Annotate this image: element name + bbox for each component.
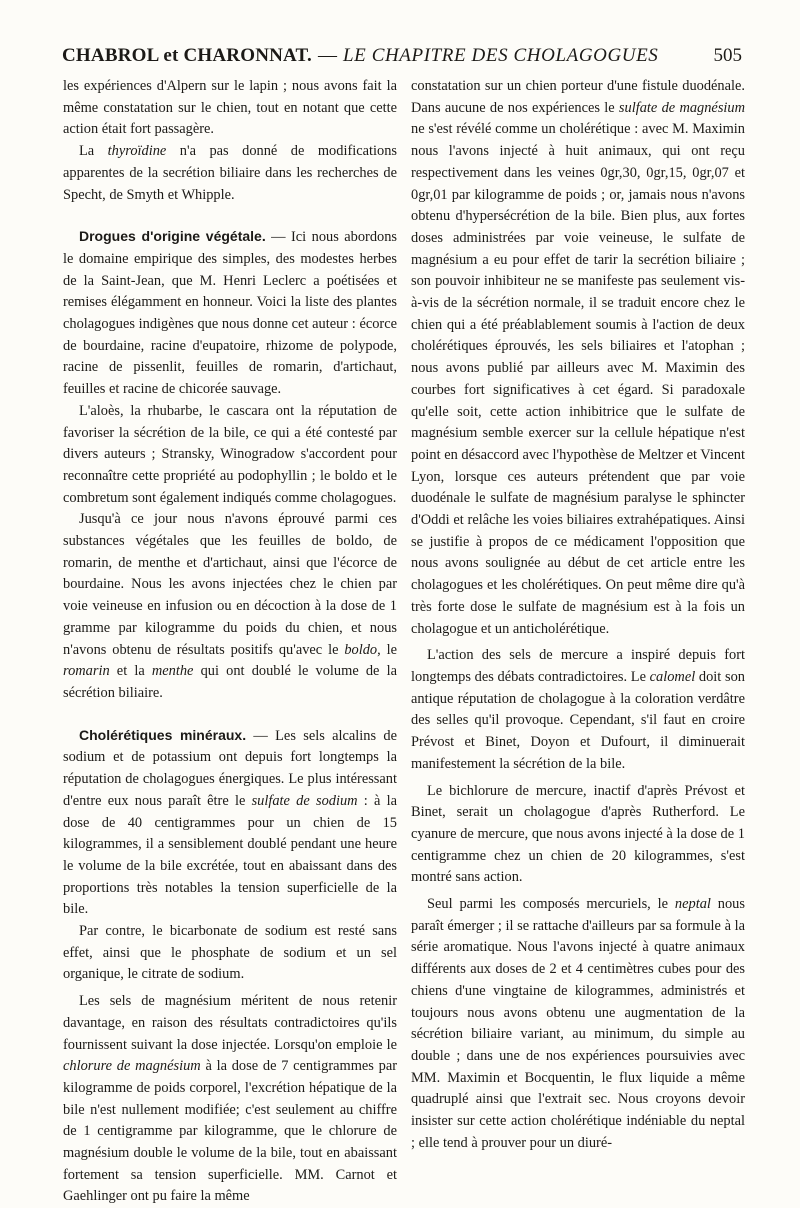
text-run: L'action des sels de mercure a inspiré depuis fort longtemps des débats contradictoires. Le: [411, 647, 745, 685]
text-run: qui ont doublé le volume de la sécrétion biliaire.: [63, 663, 397, 701]
text-run: à la dose de 7 centigrammes par kilogramme de poids corporel, l'excrétion hépatique de la bile n'est nullement modifiée; c'est seulement au chiffre de 1 centigramme par kilogramme, que le chlorure de magnésium double le volume de la bile, tout en abaissant fortement sa tension superficielle. MM. Carnot et Gaehlinger ont pu faire la même: [63, 1058, 398, 1205]
text-run: ne s'est révélé comme un cholérétique : avec M. Maximin nous l'avons injecté à huit animaux, qui ont reçu respectivement dans les veines 0gr,30, 0gr,15, 0gr,07 et 0gr,01 par kilogramme de poids ; or, jamais nous n'avons obtenu d'hypersécrétion de la bile. Bien plus, aux fortes doses administrées par voie veineuse, le sulfate de magnésium a eu pour effet de tarir la secrétion biliaire ; son pouvoir inhibiteur ne se manifeste pas seulement vis-à-vis de la sécrétion normale, il se traduit encore chez le chien qui a été préablablement soumis à l'action de deux cholérétiques éprouvés, les sels biliaires et l'atophan ; nous avons publié par ailleurs avec M. Maximin des courbes fort significatives à cet égard. Si paradoxale qu'elle soit, cette action inhibitrice que le sulfate de magnésium semble exercer sur la cellule hépatique n'est point en désaccord avec l'hypothèse de Meltzer et Vincent Lyon, lorsque ces auteurs prétendent que par voie duodénale le sulfate de magnésium paralyse le sphincter d'Oddi et relâche les voies biliaires extrahépatiques. Ainsi se justifie à propos de ce médicament l'opposition que nous avons soulignée au début de cet article entre les cholagogues et les cholérétiques. On peut même dire qu'à très forte dose le sulfate de magnésium est à la fois un cholagogue et un anticholérétique.: [411, 121, 745, 637]
text-run: , le: [377, 641, 397, 658]
emphasis-menthe: menthe: [151, 663, 194, 680]
emphasis-chlorure-magnesium: chlorure de magnésium: [63, 1058, 201, 1075]
text-run: et la: [109, 663, 152, 680]
emphasis-sulfate-magnesium: sulfate de magnésium: [618, 99, 746, 116]
text-run: — Les sels alcalins de sodium et de potassium ont depuis fort longtemps la réputation de cholagogues énergiques. Le plus intéressant d'entre eux nous paraît être le: [63, 727, 397, 809]
text-run: : à la dose de 40 centigrammes pour un chien de 15 kilogrammes, il a sensiblement doublé pendant une heure le volume de la bile excrétée, tout en abaissant dans des proportions très notables la tension superficielle de la bile.: [63, 792, 397, 918]
text-run: constatation sur un chien porteur d'une fistule duodénale. Dans aucune de nos expériences le: [411, 78, 745, 116]
right-column: [411, 76, 745, 1154]
paragraph-thyroidine: [63, 141, 397, 206]
section-drogues-vegetales: [63, 226, 397, 401]
text-run: n'a pas donné de modifications apparentes de la secrétion biliaire dans les recherches de Specht, de Smyth et Whipple.: [63, 143, 397, 203]
page-number: 505: [713, 45, 742, 66]
paragraph-aloes: L'aloès, la rhubarbe, le cascara ont la réputation de favoriser la sécrétion de la bile, ce qui a été contesté par divers auteurs ; Stransky, Winogradow s'accordent pour reconnaître cette propriété au podophyllin ; le boldo et le combretum sont également indiqués comme cholagogues.: [63, 402, 397, 506]
text-run: Seul parmi les composés mercuriels, le: [427, 896, 675, 913]
emphasis-calomel: calomel: [649, 668, 696, 685]
emphasis-boldo: boldo: [344, 641, 378, 658]
paragraph-mercure: [411, 645, 745, 775]
header-separator: —: [317, 45, 337, 66]
text-run: Jusqu'à ce jour nous n'avons éprouvé parmi ces substances végétales que les feuilles de boldo, de romarin, de menthe et d'artichaut, ainsi que l'écorce de bourdaine. Nous les avons injectées chez le chien par voie veineuse en infusion ou en décoction à la dose de 1 gramme par kilogramme du poids du chien, et nous n'avons obtenu de résultats positifs qu'avec le: [63, 511, 397, 658]
emphasis-thyroidine: thyroïdine: [107, 143, 167, 160]
section-heading-mineraux: Cholérétiques minéraux.: [79, 726, 247, 743]
running-header: [62, 44, 742, 68]
header-title: LE CHAPITRE DES CHOLAGOGUES: [342, 45, 659, 66]
paragraph-bicarbonate: Par contre, le bicarbonate de sodium est resté sans effet, ainsi que le phosphate de sodium et un sel organique, le citrate de sodium.: [63, 923, 397, 983]
paragraph-neptal: [411, 894, 745, 1154]
emphasis-romarin: romarin: [63, 663, 110, 680]
paragraph-sulfate-magnesium: [411, 76, 745, 640]
text-run: doit son antique réputation de cholagogue à la coloration verdâtre des selles qu'il provoque. Cependant, s'il faut en croire Prévost et Binet, Doyon et Dufourt, il diminuerait manifestement la sécrétion de la bile.: [411, 668, 745, 772]
emphasis-sulfate-sodium: sulfate de sodium: [251, 792, 358, 809]
header-authors: CHABROL et CHARONNAT.: [62, 45, 312, 66]
section-choleretiques-mineraux: [63, 725, 397, 921]
paragraph-bichlorure: Le bichlorure de mercure, inactif d'après Prévost et Binet, serait un cholagogue d'après Rutherford. Le cyanure de mercure, que nous avons injecté à la dose de 1 centigramme chez un chien de 20 kilogrammes, s'est montré sans action.: [411, 782, 745, 886]
paragraph-boldo: [63, 509, 397, 704]
text-run: nous paraît émerger ; il se rattache d'ailleurs par sa formule à la série aromatique. Nous l'avons injecté à quatre animaux différents aux doses de 2 et 4 centimètres cubes pour des chiens d'une vingtaine de kilogrammes, administrés et toujours nous avons obtenu une augmentation de la sécrétion biliaire variant, au minimum, du simple au double ; dans une de nos expériences poursuivies avec MM. Maximin et Bocquentin, le flux liquide a même quadruplé ainsi que l'extrait sec. Nous croyons devoir insister sur cette action cholérétique indéniable du neptal ; elle tend à prouver pour un diuré-: [411, 896, 745, 1151]
paragraph-alpern: les expériences d'Alpern sur le lapin ; nous avons fait la même constatation sur le chien, tout en notant que cette action était fort passagère.: [63, 78, 397, 138]
section-heading-drogues: Drogues d'origine végétale.: [79, 228, 266, 245]
left-column: [63, 76, 397, 1208]
emphasis-neptal: neptal: [674, 896, 711, 913]
paragraph-magnesium: [63, 991, 397, 1208]
text-run: La: [79, 143, 108, 160]
text-run: — Ici nous abordons le domaine empirique des simples, des modestes herbes de la Saint-Jean, que M. Henri Leclerc a poétisées et remises élégamment en honneur. Voici la liste des plantes cholagogues indigènes que nous donne cet auteur : écorce de bourdaine, racine d'eupatoire, rhizome de polypode, racine de pissenlit, feuilles de romarin, d'artichaut, feuilles et racine de chicorée sauvage.: [63, 229, 398, 398]
text-run: Les sels de magnésium méritent de nous retenir davantage, en raison des résultats contradictoires qu'ils fournissent suivant la dose injectée. Lorsqu'on emploie le: [63, 993, 397, 1053]
